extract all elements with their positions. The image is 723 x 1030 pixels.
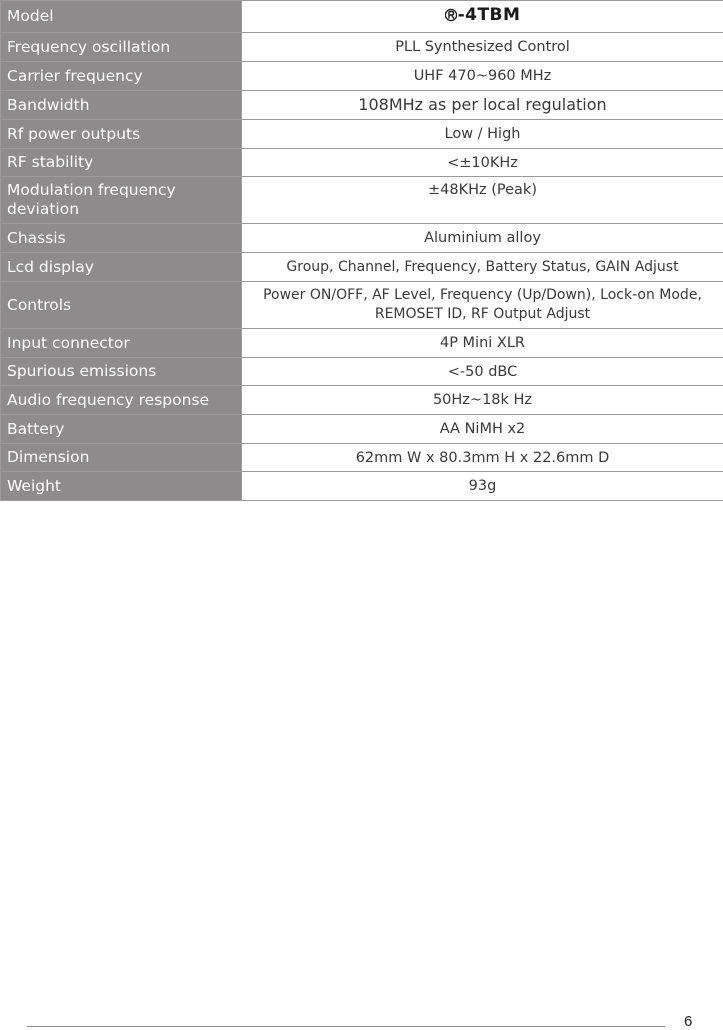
spec-label: Input connector: [1, 329, 242, 358]
spec-row: [1, 33, 723, 62]
spec-value: Power ON/OFF, AF Level, Frequency (Up/Down), Lock-on Mode, REMOSET ID, RF Output Adjust: [242, 282, 723, 329]
spec-value: AA NiMH x2: [242, 415, 723, 444]
spec-label: Lcd display: [1, 253, 242, 282]
model-logo-text: -4TBM: [458, 5, 521, 25]
spec-row: [1, 253, 723, 282]
spec-value: Aluminium alloy: [242, 224, 723, 253]
spec-label: Chassis: [1, 224, 242, 253]
spec-table: [0, 0, 723, 501]
spec-label: RF stability: [1, 149, 242, 177]
spec-row: [1, 149, 723, 177]
spec-value: 108MHz as per local regulation: [242, 91, 723, 120]
spec-label: Model: [1, 1, 242, 33]
spec-row: [1, 472, 723, 501]
spec-row: [1, 282, 723, 329]
page-number: 6: [684, 1013, 692, 1030]
spec-row: [1, 120, 723, 149]
spec-row: [1, 415, 723, 444]
footer-rule: [27, 1026, 665, 1027]
spec-value: 62mm W x 80.3mm H x 22.6mm D: [242, 444, 723, 472]
spec-value: Low / High: [242, 120, 723, 149]
spec-label: Bandwidth: [1, 91, 242, 120]
model-logo: [445, 5, 521, 25]
spec-value-model: [242, 1, 723, 33]
spec-label: Rf power outputs: [1, 120, 242, 149]
spec-label: Carrier frequency: [1, 62, 242, 91]
spec-row: [1, 386, 723, 415]
spec-label: Spurious emissions: [1, 358, 242, 386]
spec-value: ±48KHz (Peak): [242, 177, 723, 224]
spec-label: Dimension: [1, 444, 242, 472]
spec-label: Controls: [1, 282, 242, 329]
spec-row: [1, 329, 723, 358]
spec-label: Modulation frequency deviation: [1, 177, 242, 224]
spec-value: <±10KHz: [242, 149, 723, 177]
model-logo-mark-icon: [445, 8, 457, 22]
spec-row: [1, 444, 723, 472]
spec-value: <-50 dBC: [242, 358, 723, 386]
spec-label: Battery: [1, 415, 242, 444]
spec-label: Audio frequency response: [1, 386, 242, 415]
spec-value: 50Hz~18k Hz: [242, 386, 723, 415]
spec-row: [1, 358, 723, 386]
spec-value: UHF 470~960 MHz: [242, 62, 723, 91]
spec-row: [1, 224, 723, 253]
spec-row-model: [1, 1, 723, 33]
spec-label: Frequency oscillation: [1, 33, 242, 62]
spec-row: [1, 62, 723, 91]
spec-value: 4P Mini XLR: [242, 329, 723, 358]
spec-value: PLL Synthesized Control: [242, 33, 723, 62]
spec-label: Weight: [1, 472, 242, 501]
spec-value: 93g: [242, 472, 723, 501]
spec-value: Group, Channel, Frequency, Battery Status, GAIN Adjust: [242, 253, 723, 282]
spec-row: [1, 177, 723, 224]
spec-row: [1, 91, 723, 120]
